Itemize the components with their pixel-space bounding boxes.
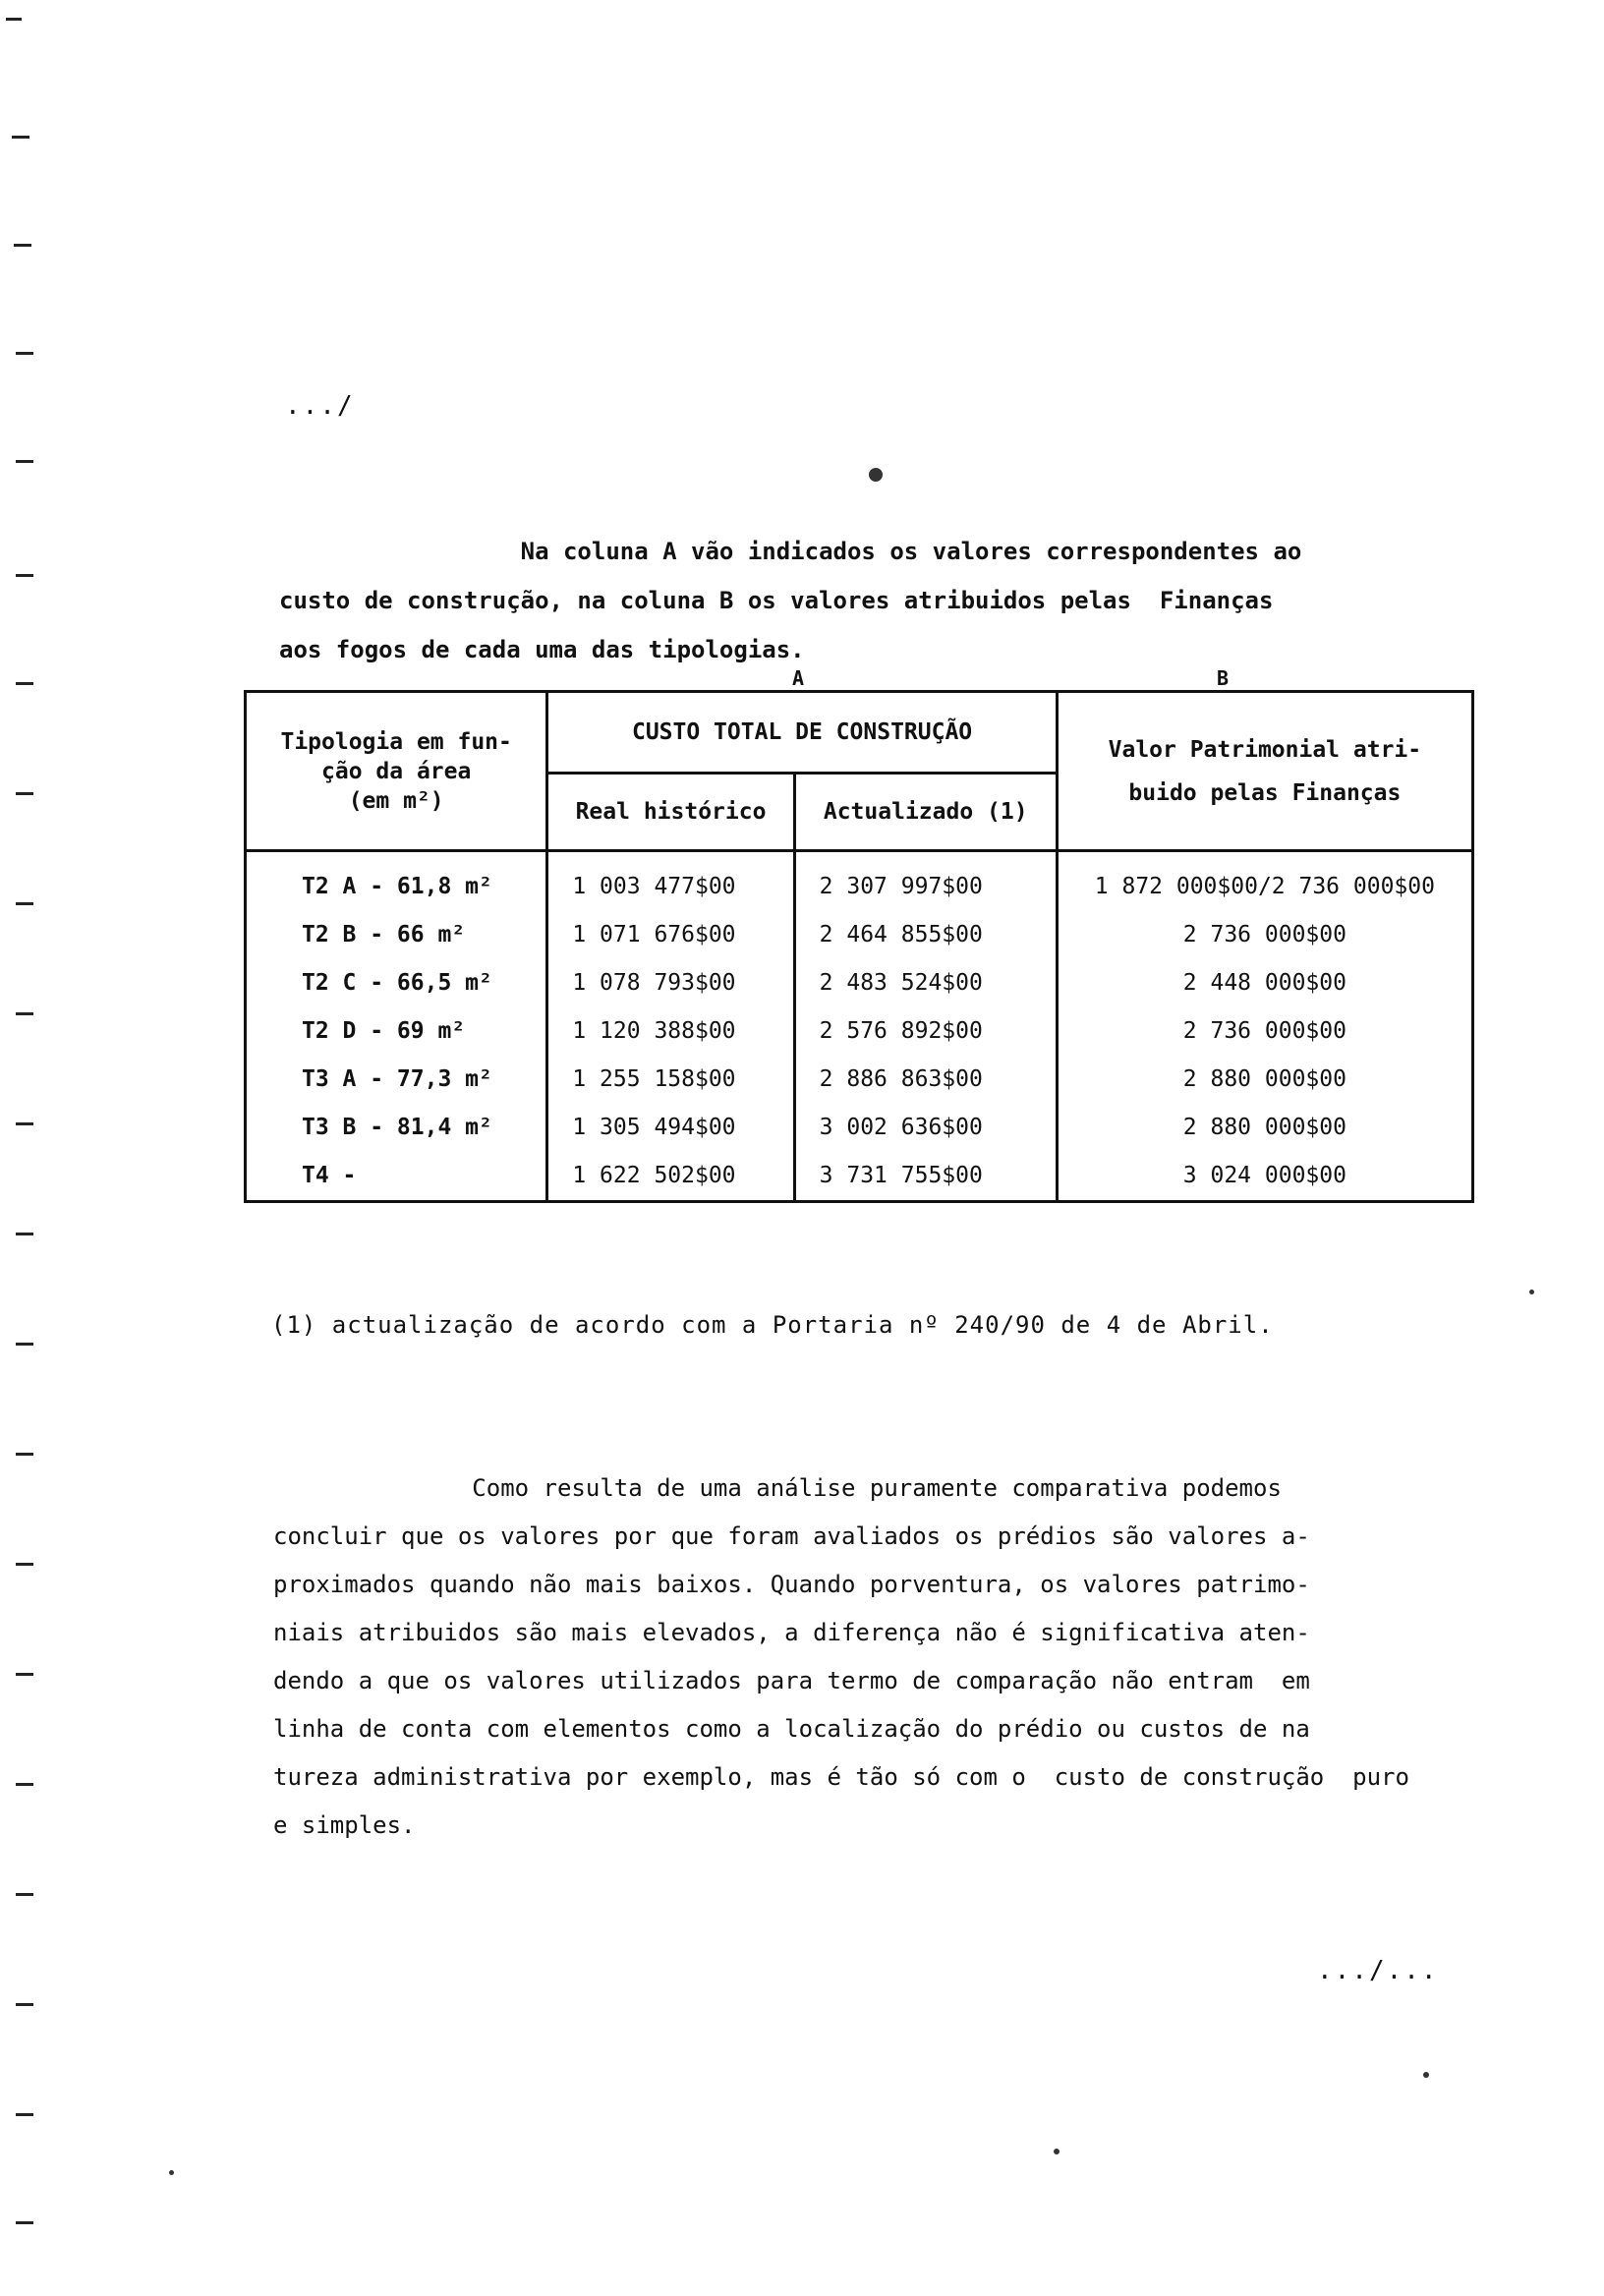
cell-valor: 2 736 000$00: [1057, 910, 1472, 958]
header-actualizado: Actualizado (1): [794, 774, 1057, 851]
margin-mark: [16, 682, 33, 685]
table-row: [246, 910, 1473, 958]
header-tipologia: Tipologia em fun- ção da área (em m²): [246, 692, 547, 851]
margin-mark: [16, 574, 33, 577]
body-line: proximados quando não mais baixos. Quando porventura, os valores patrimo-: [273, 1571, 1310, 1598]
cell-tipologia: T2 A - 61,8 m²: [246, 851, 547, 911]
body-line: niais atribuidos são mais elevados, a diferença não é significativa aten-: [273, 1619, 1310, 1646]
cell-actualizado: 3 002 636$00: [794, 1104, 1057, 1152]
ink-dot: [169, 2170, 174, 2175]
cell-valor: 2 880 000$00: [1057, 1056, 1472, 1104]
body-paragraph: [273, 1464, 1443, 1850]
cell-tipologia: T2 D - 69 m²: [246, 1006, 547, 1055]
body-line: tureza administrativa por exemplo, mas é tão só com o custo de construção puro: [273, 1763, 1409, 1791]
cell-real: 1 305 494$00: [547, 1104, 794, 1152]
intro-line: custo de construção, na coluna B os valores atribuidos pelas Finanças: [279, 587, 1274, 614]
header-real-historico: Real histórico: [547, 774, 794, 851]
table-row: [246, 1104, 1473, 1152]
cell-valor: 3 024 000$00: [1057, 1152, 1472, 1202]
header-custo-total: CUSTO TOTAL DE CONSTRUÇÃO: [547, 692, 1057, 774]
continued-mark-bottom: .../...: [1317, 1956, 1439, 1985]
body-line: dendo a que os valores utilizados para termo de comparação não entram em: [273, 1667, 1310, 1694]
margin-mark: [12, 136, 29, 139]
cell-real: 1 003 477$00: [547, 851, 794, 911]
ink-dot: [869, 468, 883, 482]
cell-tipologia: T2 B - 66 m²: [246, 910, 547, 958]
table-row: [246, 1056, 1473, 1104]
margin-mark: [16, 2113, 33, 2116]
cell-real: 1 120 388$00: [547, 1006, 794, 1055]
margin-mark: [16, 352, 33, 355]
table-row: [246, 851, 1473, 911]
margin-mark: [16, 2221, 33, 2224]
table-row: [246, 958, 1473, 1006]
cell-actualizado: 2 483 524$00: [794, 958, 1057, 1006]
ink-dot: [1423, 2072, 1429, 2078]
margin-mark: [16, 1012, 33, 1015]
cell-real: 1 071 676$00: [547, 910, 794, 958]
body-line: concluir que os valores por que foram avaliados os prédios são valores a-: [273, 1522, 1310, 1550]
footnote: (1) actualização de acordo com a Portaria nº 240/90 de 4 de Abril.: [271, 1311, 1274, 1339]
cell-valor: 2 880 000$00: [1057, 1104, 1472, 1152]
body-line: linha de conta com elementos como a localização do prédio ou custos de na: [273, 1715, 1310, 1743]
cell-real: 1 078 793$00: [547, 958, 794, 1006]
column-letter-a: A: [792, 666, 805, 690]
cell-tipologia: T2 C - 66,5 m²: [246, 958, 547, 1006]
margin-mark: [16, 1563, 33, 1566]
cell-real: 1 622 502$00: [547, 1152, 794, 1202]
header-valor-patrimonial: Valor Patrimonial atri- buido pelas Finanças: [1057, 692, 1472, 851]
margin-mark: [16, 1233, 33, 1235]
intro-paragraph: [279, 527, 1409, 674]
margin-mark: [16, 2003, 33, 2006]
column-letter-b: B: [1217, 666, 1230, 690]
cell-tipologia: T3 B - 81,4 m²: [246, 1104, 547, 1152]
continued-mark-top: .../: [285, 391, 355, 421]
margin-mark: [16, 1673, 33, 1676]
cell-valor: 1 872 000$00/2 736 000$00: [1057, 851, 1472, 911]
cell-real: 1 255 158$00: [547, 1056, 794, 1104]
intro-line: Na coluna A vão indicados os valores correspondentes ao: [279, 538, 1302, 565]
body-line: e simples.: [273, 1811, 416, 1839]
margin-mark: [16, 1343, 33, 1346]
cell-actualizado: 2 464 855$00: [794, 910, 1057, 958]
cell-actualizado: 2 886 863$00: [794, 1056, 1057, 1104]
cell-valor: 2 736 000$00: [1057, 1006, 1472, 1055]
cell-valor: 2 448 000$00: [1057, 958, 1472, 1006]
margin-mark: [16, 1122, 33, 1125]
cell-actualizado: 2 307 997$00: [794, 851, 1057, 911]
table-row: [246, 1006, 1473, 1055]
ink-dot: [1529, 1290, 1534, 1294]
cell-tipologia: T4 -: [246, 1152, 547, 1202]
margin-mark: [16, 792, 33, 795]
cell-tipologia: T3 A - 77,3 m²: [246, 1056, 547, 1104]
margin-mark: [14, 244, 31, 247]
ink-dot: [1054, 2149, 1060, 2154]
margin-mark: [16, 902, 33, 905]
cost-table: [244, 690, 1474, 1203]
margin-mark: [6, 18, 22, 21]
cell-actualizado: 3 731 755$00: [794, 1152, 1057, 1202]
table-row: [246, 1152, 1473, 1202]
intro-line: aos fogos de cada uma das tipologias.: [279, 636, 805, 663]
body-line: Como resulta de uma análise puramente comparativa podemos: [273, 1474, 1282, 1502]
margin-mark: [16, 1453, 33, 1456]
margin-mark: [16, 1783, 33, 1786]
margin-mark: [16, 1893, 33, 1896]
margin-mark: [16, 460, 33, 463]
cell-actualizado: 2 576 892$00: [794, 1006, 1057, 1055]
